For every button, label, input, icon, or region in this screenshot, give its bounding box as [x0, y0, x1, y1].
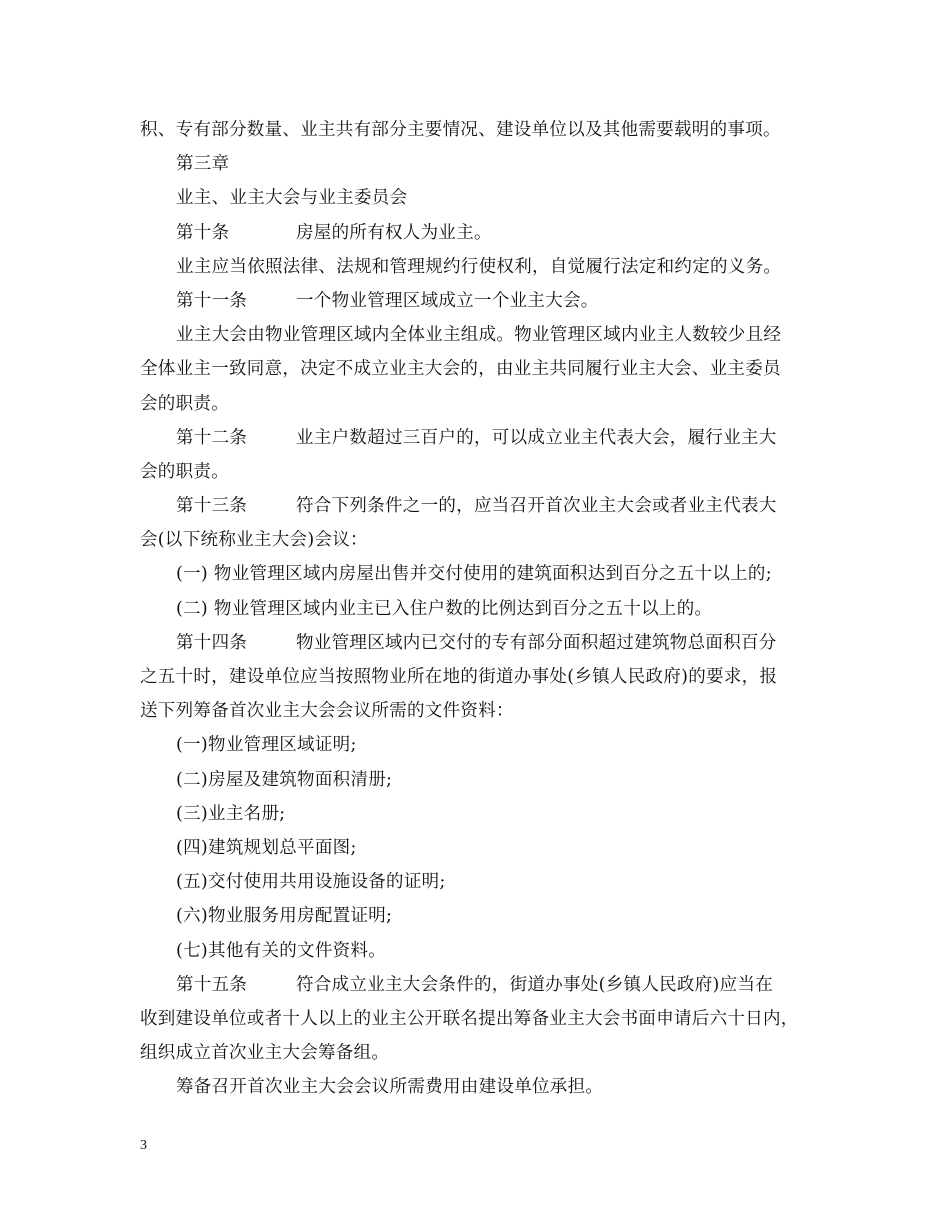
- text-line: [140, 797, 830, 831]
- line-text: (二)房屋及建筑物面积清册;: [176, 769, 393, 790]
- text-line: [140, 934, 830, 968]
- line-text: 筹备召开首次业主大会会议所需费用由建设单位承担。: [176, 1077, 604, 1098]
- line-text: (五)交付使用共用设施设备的证明;: [176, 872, 446, 893]
- text-line: [140, 626, 830, 660]
- line-text: 第三章: [176, 154, 230, 175]
- text-line: [140, 284, 830, 318]
- line-text: 一个物业管理区域成立一个业主大会。: [296, 290, 599, 311]
- line-text: (一) 物业管理区域内房屋出售并交付使用的建筑面积达到百分之五十以上的;: [176, 564, 772, 585]
- line-text: 积、专有部分数量、业主共有部分主要情况、建设单位以及其他需要载明的事项。: [140, 120, 781, 140]
- text-line: [140, 147, 830, 181]
- article-number: 第十五条: [176, 974, 248, 995]
- text-line: [140, 763, 830, 797]
- text-line: [140, 318, 830, 352]
- line-text: 组织成立首次业主大会筹备组。: [140, 1043, 390, 1064]
- line-text: 业主大会由物业管理区域内全体业主组成。物业管理区域内业主人数较少且经: [176, 325, 782, 346]
- article-number: 第十四条: [176, 632, 248, 653]
- article-number: 第十三条: [176, 496, 248, 517]
- line-text: (一)物业管理区域证明;: [176, 735, 357, 756]
- text-line: [140, 557, 830, 591]
- text-line: [140, 1002, 830, 1036]
- text-line: [140, 352, 830, 386]
- line-text: 全体业主一致同意，决定不成立业主大会的，由业主共同履行业主大会、业主委员: [140, 359, 781, 380]
- article-number: 第十二条: [176, 427, 248, 448]
- line-text: 之五十时，建设单位应当按照物业所在地的街道办事处(乡镇人民政府)的要求，报: [140, 667, 778, 687]
- text-line: [140, 660, 830, 694]
- text-line: [140, 865, 830, 899]
- line-text: 收到建设单位或者十人以上的业主公开联名提出筹备业主大会书面申请后六十日内，: [140, 1008, 799, 1029]
- text-line: [140, 899, 830, 933]
- text-line: [140, 421, 830, 455]
- text-line: [140, 1070, 830, 1104]
- line-text: 会的职责。: [140, 393, 229, 414]
- text-line: [140, 455, 830, 489]
- text-line: [140, 250, 830, 284]
- line-text: 业主、业主大会与业主委员会: [176, 188, 408, 209]
- line-text: 会的职责。: [140, 461, 229, 482]
- document-body: [140, 113, 830, 1104]
- text-line: [140, 694, 830, 728]
- line-text: 符合成立业主大会条件的，街道办事处(乡镇人民政府)应当在: [296, 974, 774, 995]
- text-line: [140, 489, 830, 523]
- line-text: (七)其他有关的文件资料。: [176, 940, 387, 961]
- line-text: (二) 物业管理区域内业主已入住户数的比例达到百分之五十以上的。: [176, 598, 713, 619]
- line-text: 业主应当依照法律、法规和管理规约行使权利，自觉履行法定和约定的义务。: [176, 256, 782, 277]
- text-line: [140, 113, 830, 147]
- line-text: (六)物业服务用房配置证明;: [176, 906, 393, 927]
- text-line: [140, 592, 830, 626]
- line-text: (四)建筑规划总平面图;: [176, 837, 357, 858]
- text-line: [140, 831, 830, 865]
- line-text: 房屋的所有权人为业主。: [296, 222, 492, 243]
- text-line: [140, 1036, 830, 1070]
- text-line: [140, 181, 830, 215]
- line-text: 会(以下统称业主大会)会议：: [140, 530, 368, 551]
- text-line: [140, 387, 830, 421]
- line-text: 送下列筹备首次业主大会会议所需的文件资料：: [140, 701, 514, 722]
- text-line: [140, 968, 830, 1002]
- line-text: 物业管理区域内已交付的专有部分面积超过建筑物总面积百分: [296, 632, 777, 653]
- line-text: 业主户数超过三百户的，可以成立业主代表大会，履行业主大: [296, 427, 777, 448]
- text-line: [140, 216, 830, 250]
- article-number: 第十条: [176, 222, 230, 243]
- line-text: (三)业主名册;: [176, 803, 286, 824]
- text-line: [140, 523, 830, 557]
- text-line: [140, 728, 830, 762]
- article-number: 第十一条: [176, 290, 248, 311]
- page-number: 3: [140, 1138, 147, 1153]
- line-text: 符合下列条件之一的，应当召开首次业主大会或者业主代表大: [296, 496, 777, 517]
